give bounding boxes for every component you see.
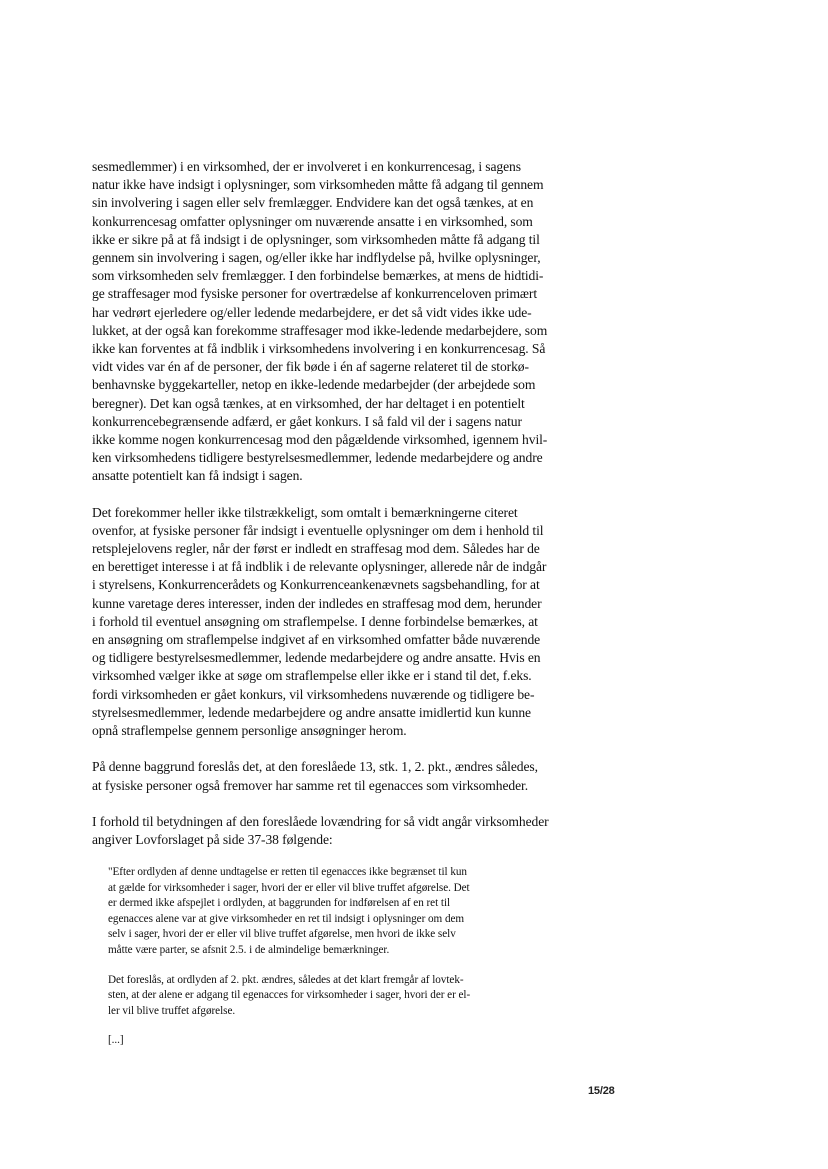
paragraph-2 bbox=[92, 504, 572, 741]
text-line: sin involvering i sagen eller selv fremlægger. Endvidere kan det også tænkes, at en bbox=[92, 195, 534, 211]
text-line: fordi virksomheden er gået konkurs, vil virksomhedens nuværende og tidligere be- bbox=[92, 686, 535, 702]
text-line: Det foreslås, at ordlyden af 2. pkt. ændres, således at det klart fremgår af lovtek- bbox=[108, 973, 464, 986]
text-line: styrelsesmedlemmer, ledende medarbejdere og andre ansatte imidlertid kun kunne bbox=[92, 704, 531, 720]
text-line: natur ikke have indsigt i oplysninger, som virksomheden måtte få adgang til gennem bbox=[92, 177, 544, 193]
text-line: og tidligere bestyrelsesmedlemmer, ledende medarbejdere og andre ansatte. Hvis en bbox=[92, 650, 541, 666]
text-line: ikke kan forventes at få indblik i virksomhedens involvering i en konkurrencesag. Så bbox=[92, 341, 546, 357]
text-line: ler vil blive truffet afgørelse. bbox=[108, 1004, 236, 1017]
text-line: ken virksomhedens tidligere bestyrelsesmedlemmer, ledende medarbejdere og andre bbox=[92, 450, 543, 466]
text-line: lukket, at der også kan forekomme straffesager mod ikke-ledende medarbejdere, som bbox=[92, 322, 548, 338]
block-quote bbox=[108, 865, 544, 1049]
text-line: sesmedlemmer) i en virksomhed, der er involveret i en konkurrencesag, i sagens bbox=[92, 159, 521, 174]
text-line: egenacces alene var at give virksomheder en ret til indsigt i oplysninger om dem bbox=[108, 912, 465, 925]
text-line: er dermed ikke afspejlet i ordlyden, at baggrunden for indførelsen af en ret til bbox=[108, 897, 451, 910]
text-line: at fysiske personer også fremover har samme ret til egenacces som virksomheder. bbox=[92, 777, 529, 793]
text-line: ovenfor, at fysiske personer får indsigt i eventuelle oplysninger om dem i henhold til bbox=[92, 522, 544, 538]
text-line: I forhold til betydningen af den foreslåede lovændring for så vidt angår virksomheder bbox=[92, 813, 549, 829]
text-line: i styrelsens, Konkurrencerådets og Konkurrenceankenævnets sagsbehandling, for at bbox=[92, 577, 540, 593]
text-line: [...] bbox=[108, 1034, 124, 1047]
text-line: "Efter ordlyden af denne undtagelse er retten til egenacces ikke begrænset til kun bbox=[108, 866, 467, 879]
paragraph-3 bbox=[92, 758, 572, 794]
text-line: ikke komme nogen konkurrencesag mod den pågældende virksomhed, igennem hvil- bbox=[92, 432, 548, 448]
text-line: retsplejelovens regler, når der først er indledt en straffesag mod dem. Således har de bbox=[92, 541, 540, 557]
quote-paragraph-2 bbox=[108, 973, 544, 1020]
text-line: vidt vides var én af de personer, der fik bøde i én af sagerne relateret til de storkø- bbox=[92, 359, 529, 375]
text-line: sten, at der alene er adgang til egenacces for virksomheder i sager, hvori der er el- bbox=[108, 989, 471, 1002]
text-line: har vedrørt ejerledere og/eller ledende medarbejdere, er det så vidt vides ikke ude- bbox=[92, 304, 532, 320]
text-line: konkurrencebegrænsende adfærd, er gået konkurs. I så fald vil der i sagens natur bbox=[92, 413, 522, 429]
quote-paragraph-1 bbox=[108, 865, 544, 959]
page-number: 15/28 bbox=[588, 1085, 615, 1097]
text-line: beregner). Det kan også tænkes, at en virksomhed, der har deltaget i en potentielt bbox=[92, 395, 525, 411]
text-line: en berettiget interesse i at få indblik i de relevante oplysninger, allerede når de indgår bbox=[92, 559, 547, 575]
paragraph-4 bbox=[92, 813, 572, 849]
text-line: ansatte potentielt kan få indsigt i sagen. bbox=[92, 468, 303, 484]
text-line: benhavnske byggekarteller, netop en ikke-ledende medarbejder (der arbejdede som bbox=[92, 377, 536, 393]
text-line: virksomhed vælger ikke at søge om straflempelse eller ikke er i stand til det, f.eks. bbox=[92, 668, 532, 684]
text-line: en ansøgning om straflempelse indgivet af en virksomhed omfatter både nuværende bbox=[92, 632, 541, 648]
body-text bbox=[92, 158, 572, 1063]
text-line: ge straffesager mod fysiske personer for overtrædelse af konkurrenceloven primært bbox=[92, 286, 537, 302]
text-line: På denne baggrund foreslås det, at den foreslåede 13, stk. 1, 2. pkt., ændres således, bbox=[92, 759, 538, 775]
text-line: opnå straflempelse gennem personlige ansøgninger herom. bbox=[92, 723, 407, 739]
text-line: Det forekommer heller ikke tilstrækkeligt, som omtalt i bemærkningerne citeret bbox=[92, 504, 518, 520]
text-line: måtte være parter, se afsnit 2.5. i de almindelige bemærkninger. bbox=[108, 944, 390, 957]
text-line: gennem sin involvering i sagen, og/eller ikke har indflydelse på, hvilke oplysninger, bbox=[92, 250, 541, 266]
text-line: kunne varetage deres interesser, inden der indledes en straffesag mod dem, herunder bbox=[92, 595, 542, 611]
text-line: angiver Lovforslaget på side 37-38 følgende: bbox=[92, 831, 333, 847]
text-line: selv i sager, hvori der er eller vil blive truffet afgørelse, men hvori de ikke selv bbox=[108, 928, 456, 941]
text-line: konkurrencesag omfatter oplysninger om nuværende ansatte i en virksomhed, som bbox=[92, 213, 533, 229]
text-line: ikke er sikre på at få indsigt i de oplysninger, som virksomheden måtte få adgang til bbox=[92, 231, 540, 247]
quote-ellipsis bbox=[108, 1033, 544, 1049]
paragraph-1 bbox=[92, 158, 572, 486]
text-line: i forhold til eventuel ansøgning om straflempelse. I denne forbindelse bemærkes, at bbox=[92, 613, 538, 629]
text-line: at gælde for virksomheder i sager, hvori der er eller vil blive truffet afgørelse. Det bbox=[108, 881, 470, 894]
text-line: som virksomheden selv fremlægger. I den forbindelse bemærkes, at mens de hidtidi- bbox=[92, 268, 544, 284]
